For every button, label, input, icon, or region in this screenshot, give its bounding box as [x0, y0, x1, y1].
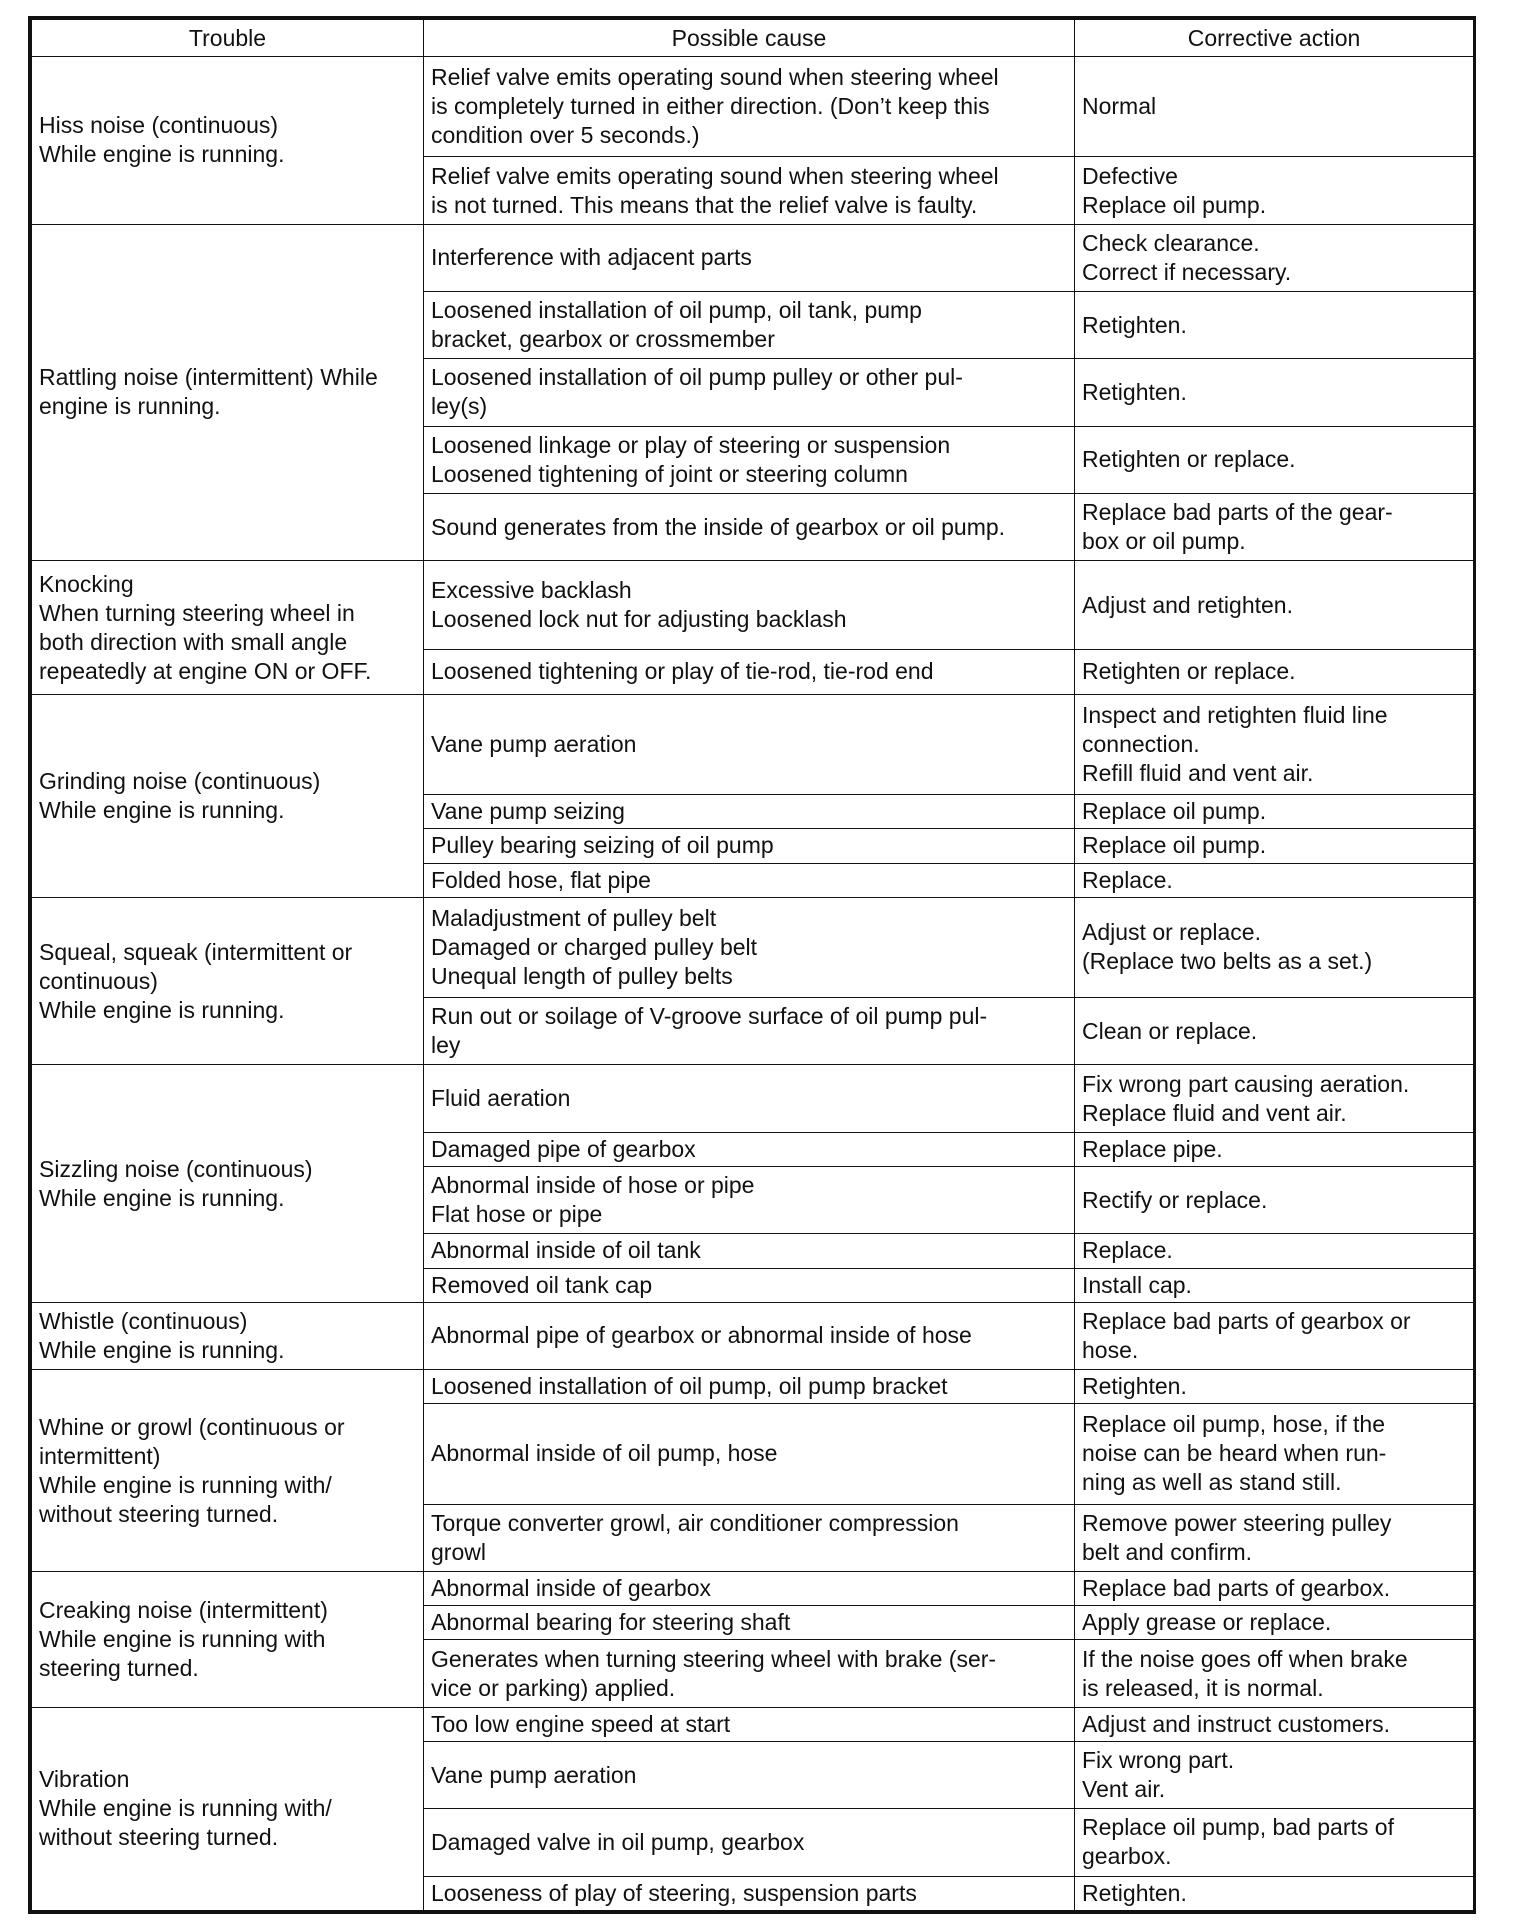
cause-cell [424, 1640, 1075, 1707]
corrective-action-cell [1075, 649, 1474, 694]
corrective-action-cell [1075, 863, 1474, 897]
corrective-action-cell [1075, 1707, 1474, 1741]
corrective-action-cell [1075, 897, 1474, 997]
corrective-action-text: Defective Replace oil pump. [1082, 162, 1267, 218]
corrective-action-cell [1075, 57, 1474, 157]
cause-text: Abnormal inside of oil pump, hose [431, 1440, 778, 1467]
table-row [32, 1065, 1474, 1132]
cause-text: Abnormal inside of oil tank [431, 1237, 701, 1264]
cause-cell [424, 897, 1075, 997]
cause-text: Fluid aeration [431, 1085, 571, 1112]
cause-text: Excessive backlash Loosened lock nut for adjusting backlash [431, 577, 847, 632]
table-row [32, 1370, 1474, 1404]
cause-text: Maladjustment of pulley belt Damaged or charged pulley belt Unequal length of pulley belts [431, 904, 758, 989]
cause-cell [424, 863, 1075, 897]
cause-text: Relief valve emits operating sound when steering wheel is completely turned in either direction. (Don’t keep this condition over 5 seconds.) [431, 64, 999, 149]
cause-cell [424, 57, 1075, 157]
cause-cell [424, 561, 1075, 649]
corrective-action-cell [1075, 1065, 1474, 1132]
trouble-text: Vibration While engine is running with/ without steering turned. [39, 1766, 332, 1851]
cause-text: Generates when turning steering wheel with brake (ser- vice or parking) applied. [431, 1645, 997, 1701]
trouble-text: Sizzling noise (continuous) While engine is running. [39, 1155, 313, 1211]
table-row [32, 897, 1474, 997]
cause-cell [424, 1876, 1075, 1910]
table-row [32, 1572, 1474, 1606]
cause-cell [424, 1167, 1075, 1234]
trouble-text: Rattling noise (intermittent) While engine is running. [39, 364, 378, 420]
corrective-action-cell [1075, 359, 1474, 426]
corrective-action-cell [1075, 1302, 1474, 1369]
table-row [32, 1302, 1474, 1369]
trouble-text: Creaking noise (intermittent) While engine is running with steering turned. [39, 1596, 328, 1681]
trouble-text: Whine or growl (continuous or intermittent) While engine is running with/ without steering turned. [39, 1413, 345, 1527]
corrective-action-cell [1075, 1640, 1474, 1707]
table-row [32, 694, 1474, 794]
trouble-text: Whistle (continuous) While engine is running. [39, 1307, 285, 1363]
corrective-action-cell [1075, 224, 1474, 291]
trouble-cell [32, 224, 424, 561]
corrective-action-text: Replace oil pump. [1082, 832, 1267, 859]
trouble-cell [32, 1302, 424, 1369]
cause-text: Torque converter growl, air conditioner compression growl [431, 1509, 959, 1565]
cause-cell [424, 1065, 1075, 1132]
cause-cell [424, 1606, 1075, 1640]
header-trouble: Trouble [32, 20, 424, 57]
corrective-action-text: Rectify or replace. [1082, 1186, 1268, 1213]
header-possible-cause: Possible cause [424, 20, 1075, 57]
cause-cell [424, 292, 1075, 359]
corrective-action-text: Replace bad parts of gearbox or hose. [1082, 1307, 1411, 1363]
cause-text: Loosened installation of oil pump, oil tank, pump bracket, gearbox or crossmember [431, 297, 922, 353]
corrective-action-cell [1075, 561, 1474, 649]
trouble-cell [32, 1370, 424, 1572]
corrective-action-cell [1075, 1404, 1474, 1504]
trouble-cell [32, 1065, 424, 1302]
header-row [32, 20, 1474, 57]
corrective-action-text: Install cap. [1082, 1271, 1192, 1298]
cause-cell [424, 157, 1075, 224]
corrective-action-cell [1075, 157, 1474, 224]
cause-text: Too low engine speed at start [431, 1710, 731, 1737]
cause-cell [424, 795, 1075, 829]
corrective-action-text: Retighten. [1082, 1879, 1187, 1906]
trouble-text: Squeal, squeak (intermittent or continuous) While engine is running. [39, 938, 353, 1023]
cause-cell [424, 1572, 1075, 1606]
corrective-action-text: Check clearance. Correct if necessary. [1082, 229, 1292, 285]
trouble-cell [32, 561, 424, 694]
table-row [32, 224, 1474, 291]
cause-cell [424, 694, 1075, 794]
corrective-action-cell [1075, 1167, 1474, 1234]
cause-text: Run out or soilage of V-groove surface of oil pump pul- ley [431, 1003, 988, 1059]
trouble-text: Grinding noise (continuous) While engine is running. [39, 767, 321, 823]
cause-cell [424, 224, 1075, 291]
cause-cell [424, 1504, 1075, 1571]
corrective-action-cell [1075, 694, 1474, 794]
trouble-cell [32, 1572, 424, 1708]
cause-text: Abnormal pipe of gearbox or abnormal inside of hose [431, 1322, 972, 1349]
cause-cell [424, 1132, 1075, 1166]
cause-text: Vane pump aeration [431, 1761, 637, 1788]
corrective-action-text: Adjust and instruct customers. [1082, 1710, 1391, 1737]
cause-cell [424, 1741, 1075, 1808]
corrective-action-text: Inspect and retighten fluid line connection. Refill fluid and vent air. [1082, 701, 1388, 786]
corrective-action-text: Replace bad parts of the gear- box or oil pump. [1082, 499, 1393, 555]
troubleshooting-table [31, 19, 1474, 1911]
cause-text: Abnormal inside of gearbox [431, 1575, 711, 1602]
corrective-action-cell [1075, 292, 1474, 359]
cause-cell [424, 1404, 1075, 1504]
corrective-action-cell [1075, 1876, 1474, 1910]
header-corrective-action: Corrective action [1075, 20, 1474, 57]
corrective-action-text: Replace pipe. [1082, 1135, 1223, 1162]
corrective-action-cell [1075, 998, 1474, 1065]
corrective-action-text: Retighten or replace. [1082, 658, 1296, 685]
cause-text: Damaged valve in oil pump, gearbox [431, 1828, 805, 1855]
cause-cell [424, 1234, 1075, 1268]
corrective-action-text: Clean or replace. [1082, 1017, 1258, 1044]
trouble-cell [32, 897, 424, 1065]
troubleshooting-document [28, 16, 1476, 1914]
cause-text: Abnormal inside of hose or pipe Flat hose or pipe [431, 1172, 755, 1228]
trouble-cell [32, 57, 424, 225]
trouble-text: Hiss noise (continuous) While engine is running. [39, 112, 285, 168]
cause-cell [424, 829, 1075, 863]
table-row [32, 1707, 1474, 1741]
cause-text: Vane pump seizing [431, 798, 625, 825]
cause-cell [424, 1707, 1075, 1741]
cause-text: Loosened installation of oil pump pulley or other pul- ley(s) [431, 364, 963, 420]
cause-cell [424, 493, 1075, 560]
trouble-cell [32, 694, 424, 897]
cause-text: Loosened tightening or play of tie-rod, tie-rod end [431, 658, 934, 685]
corrective-action-cell [1075, 1234, 1474, 1268]
corrective-action-text: Retighten. [1082, 1373, 1187, 1400]
corrective-action-text: Retighten. [1082, 311, 1187, 338]
corrective-action-text: Fix wrong part causing aeration. Replace fluid and vent air. [1082, 1070, 1410, 1126]
cause-text: Relief valve emits operating sound when steering wheel is not turned. This means that the relief valve is faulty. [431, 162, 999, 218]
cause-text: Vane pump aeration [431, 730, 637, 757]
corrective-action-text: Replace oil pump, bad parts of gearbox. [1082, 1814, 1394, 1870]
table-row [32, 561, 1474, 649]
cause-cell [424, 359, 1075, 426]
trouble-cell [32, 1707, 424, 1910]
corrective-action-cell [1075, 493, 1474, 560]
corrective-action-text: Remove power steering pulley belt and confirm. [1082, 1509, 1392, 1565]
corrective-action-cell [1075, 829, 1474, 863]
corrective-action-cell [1075, 1572, 1474, 1606]
corrective-action-text: Replace oil pump. [1082, 798, 1267, 825]
cause-cell [424, 1370, 1075, 1404]
table-row [32, 57, 1474, 157]
cause-cell [424, 1302, 1075, 1369]
cause-text: Pulley bearing seizing of oil pump [431, 832, 774, 859]
cause-text: Folded hose, flat pipe [431, 866, 651, 893]
corrective-action-text: Retighten or replace. [1082, 446, 1296, 473]
cause-text: Removed oil tank cap [431, 1271, 653, 1298]
corrective-action-text: Replace bad parts of gearbox. [1082, 1575, 1391, 1602]
cause-text: Interference with adjacent parts [431, 244, 752, 271]
corrective-action-cell [1075, 1268, 1474, 1302]
cause-cell [424, 426, 1075, 493]
cause-cell [424, 998, 1075, 1065]
cause-cell [424, 649, 1075, 694]
corrective-action-text: Adjust and retighten. [1082, 591, 1293, 618]
corrective-action-cell [1075, 426, 1474, 493]
corrective-action-cell [1075, 1809, 1474, 1876]
corrective-action-cell [1075, 1606, 1474, 1640]
corrective-action-cell [1075, 1504, 1474, 1571]
corrective-action-text: Replace. [1082, 866, 1173, 893]
corrective-action-cell [1075, 1370, 1474, 1404]
corrective-action-cell [1075, 1132, 1474, 1166]
corrective-action-text: Replace oil pump, hose, if the noise can be heard when run- ning as well as stand still. [1082, 1411, 1387, 1496]
cause-text: Loosened linkage or play of steering or suspension Loosened tightening of joint or steering column [431, 431, 951, 487]
cause-text: Looseness of play of steering, suspension parts [431, 1879, 917, 1906]
corrective-action-text: Apply grease or replace. [1082, 1609, 1332, 1636]
trouble-text: Knocking When turning steering wheel in both direction with small angle repeatedly at engine ON or OFF. [39, 570, 372, 684]
corrective-action-text: If the noise goes off when brake is released, it is normal. [1082, 1645, 1408, 1701]
corrective-action-cell [1075, 1741, 1474, 1808]
corrective-action-text: Retighten. [1082, 378, 1187, 405]
cause-text: Damaged pipe of gearbox [431, 1135, 696, 1162]
cause-text: Sound generates from the inside of gearbox or oil pump. [431, 513, 1006, 540]
corrective-action-cell [1075, 795, 1474, 829]
corrective-action-text: Fix wrong part. Vent air. [1082, 1747, 1235, 1803]
cause-text: Abnormal bearing for steering shaft [431, 1609, 791, 1636]
cause-cell [424, 1268, 1075, 1302]
corrective-action-text: Replace. [1082, 1237, 1173, 1264]
corrective-action-text: Normal [1082, 93, 1157, 120]
cause-text: Loosened installation of oil pump, oil pump bracket [431, 1373, 948, 1400]
cause-cell [424, 1809, 1075, 1876]
corrective-action-text: Adjust or replace. (Replace two belts as a set.) [1082, 919, 1373, 975]
